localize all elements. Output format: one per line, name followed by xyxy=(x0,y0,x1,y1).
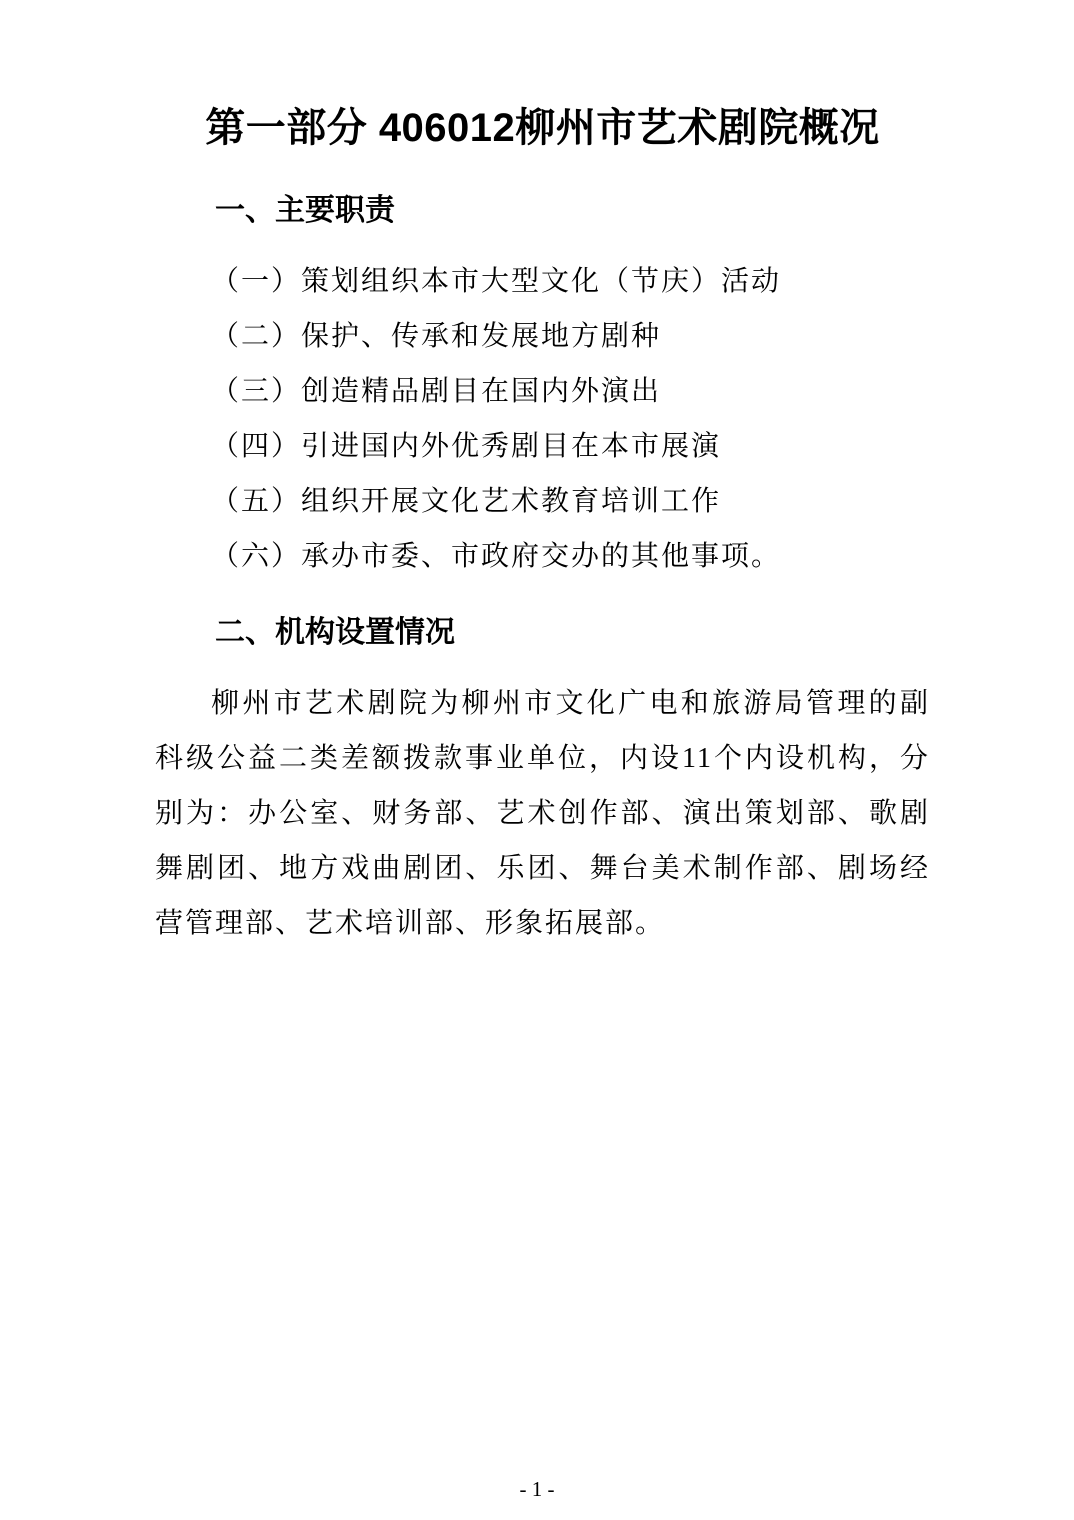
page-number: - 1 - xyxy=(519,1477,555,1501)
organization-paragraph: 柳州市艺术剧院为柳州市文化广电和旅游局管理的副科级公益二类差额拨款事业单位，内设11个内设机构，分别为：办公室、财务部、艺术创作部、演出策划部、歌剧舞剧团、地方戏曲剧团、乐团、舞台美术制作部、剧场经营管理部、艺术培训部、形象拓展部。 xyxy=(155,688,930,939)
duty-item-5: （五）组织开展文化艺术教育培训工作 xyxy=(211,486,722,517)
duty-item-3: （三）创造精品剧目在国内外演出 xyxy=(211,376,662,407)
duty-item-2: （二）保护、传承和发展地方剧种 xyxy=(211,321,662,352)
duty-item-1: （一）策划组织本市大型文化（节庆）活动 xyxy=(211,266,782,297)
duty-item-4: （四）引进国内外优秀剧目在本市展演 xyxy=(211,431,722,462)
section-heading-organization: 二、机构设置情况 xyxy=(215,616,455,649)
page-title: 第一部分 406012柳州市艺术剧院概况 xyxy=(205,106,880,150)
section-heading-duties: 一、主要职责 xyxy=(215,194,395,227)
duty-item-6: （六）承办市委、市政府交办的其他事项。 xyxy=(211,541,782,572)
